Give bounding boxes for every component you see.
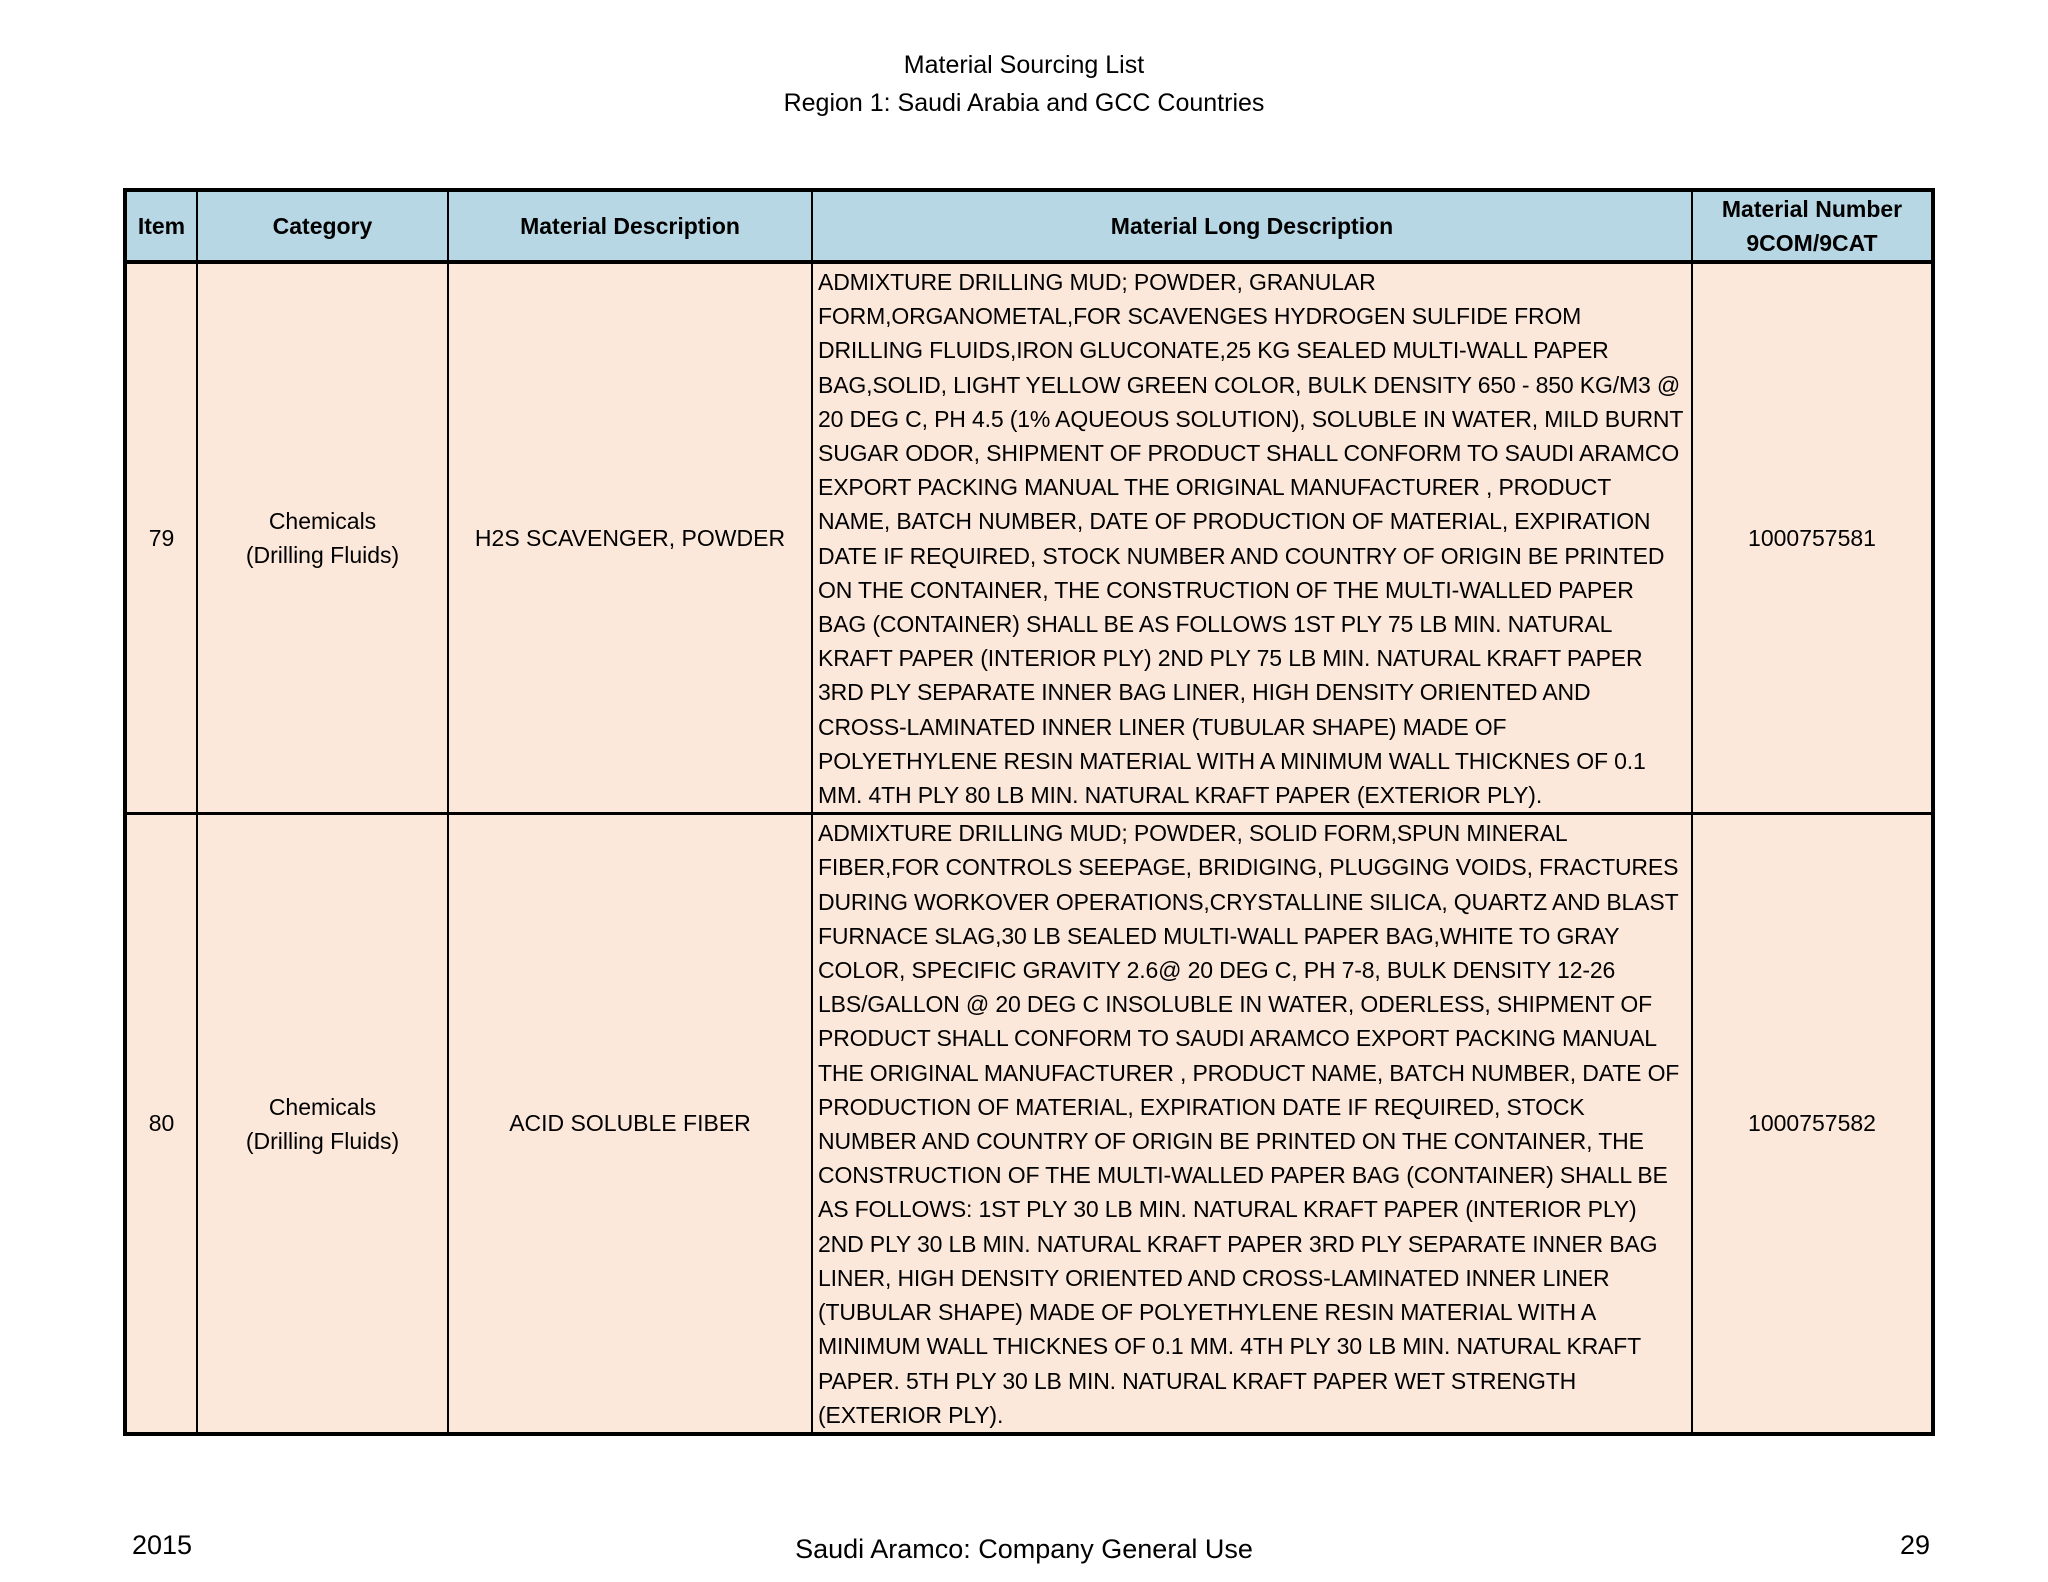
table-row [125, 262, 1933, 814]
column-header-long-description: Material Long Description [812, 190, 1692, 262]
column-header-material-number-line1: Material Number [1721, 196, 1903, 222]
description-cell: H2S SCAVENGER, POWDER [448, 262, 812, 814]
material-sourcing-table [123, 188, 1935, 1436]
item-cell: 80 [125, 814, 197, 1434]
item-cell: 79 [125, 262, 197, 814]
category-line1: Chemicals [268, 508, 377, 535]
material-number-cell: 1000757582 [1692, 814, 1933, 1434]
category-line2: (Drilling Fluids) [245, 1127, 400, 1154]
material-number-cell: 1000757581 [1692, 262, 1933, 814]
long-description-cell: ADMIXTURE DRILLING MUD; POWDER, SOLID FORM,SPUN MINERAL FIBER,FOR CONTROLS SEEPAGE, BRIDIGING, PLUGGING VOIDS, FRACTURES DURING WORKOVER OPERATIONS,CRYSTALLINE SILICA, QUARTZ AND BLAST FURNACE SLAG,30 LB SEALED MULTI-WALL PAPER BAG,WHITE TO GRAY COLOR, SPECIFIC GRAVITY 2.6@ 20 DEG C, PH 7-8, BULK DENSITY 12-26 LBS/GALLON @ 20 DEG C INSOLUBLE IN WATER, ODERLESS, SHIPMENT OF PRODUCT SHALL CONFORM TO SAUDI ARAMCO EXPORT PACKING MANUAL THE ORIGINAL MANUFACTURER , PRODUCT NAME, BATCH NUMBER, DATE OF PRODUCTION OF MATERIAL, EXPIRATION DATE IF REQUIRED, STOCK NUMBER AND COUNTRY OF ORIGIN BE PRINTED ON THE CONTAINER, THE CONSTRUCTION OF THE MULTI-WALLED PAPER BAG (CONTAINER) SHALL BE AS FOLLOWS: 1ST PLY 30 LB MIN. NATURAL KRAFT PAPER (INTERIOR PLY) 2ND PLY 30 LB MIN. NATURAL KRAFT PAPER 3RD PLY SEPARATE INNER BAG LINER, HIGH DENSITY ORIENTED AND CROSS-LAMINATED INNER LINER (TUBULAR SHAPE) MADE OF POLYETHYLENE RESIN MATERIAL WITH A MINIMUM WALL THICKNES OF 0.1 MM. 4TH PLY 30 LB MIN. NATURAL KRAFT PAPER. 5TH PLY 30 LB MIN. NATURAL KRAFT PAPER WET STRENGTH (EXTERIOR PLY). [812, 814, 1692, 1434]
category-cell [197, 262, 448, 814]
column-header-material-number [1692, 190, 1933, 262]
category-line1: Chemicals [268, 1093, 377, 1120]
table-header-row [125, 190, 1933, 262]
footer-page-number: 29 [1900, 1530, 1931, 1560]
footer-classification: Saudi Aramco: Company General Use [795, 1534, 1253, 1564]
page-subtitle: Region 1: Saudi Arabia and GCC Countries [783, 89, 1265, 117]
column-header-description: Material Description [448, 190, 812, 262]
column-header-category: Category [197, 190, 448, 262]
long-description-cell: ADMIXTURE DRILLING MUD; POWDER, GRANULAR FORM,ORGANOMETAL,FOR SCAVENGES HYDROGEN SULFIDE FROM DRILLING FLUIDS,IRON GLUCONATE,25 KG SEALED MULTI-WALL PAPER BAG,SOLID, LIGHT YELLOW GREEN COLOR, BULK DENSITY 650 - 850 KG/M3 @ 20 DEG C, PH 4.5 (1% AQUEOUS SOLUTION), SOLUBLE IN WATER, MILD BURNT SUGAR ODOR, SHIPMENT OF PRODUCT SHALL CONFORM TO SAUDI ARAMCO EXPORT PACKING MANUAL THE ORIGINAL MANUFACTURER , PRODUCT NAME, BATCH NUMBER, DATE OF PRODUCTION OF MATERIAL, EXPIRATION DATE IF REQUIRED, STOCK NUMBER AND COUNTRY OF ORIGIN BE PRINTED ON THE CONTAINER, THE CONSTRUCTION OF THE MULTI-WALLED PAPER BAG (CONTAINER) SHALL BE AS FOLLOWS 1ST PLY 75 LB MIN. NATURAL KRAFT PAPER (INTERIOR PLY) 2ND PLY 75 LB MIN. NATURAL KRAFT PAPER 3RD PLY SEPARATE INNER BAG LINER, HIGH DENSITY ORIENTED AND CROSS-LAMINATED INNER LINER (TUBULAR SHAPE) MADE OF POLYETHYLENE RESIN MATERIAL WITH A MINIMUM WALL THICKNES OF 0.1 MM. 4TH PLY 80 LB MIN. NATURAL KRAFT PAPER (EXTERIOR PLY). [812, 262, 1692, 814]
description-cell: ACID SOLUBLE FIBER [448, 814, 812, 1434]
column-header-item: Item [125, 190, 197, 262]
category-cell [197, 814, 448, 1434]
category-line2: (Drilling Fluids) [245, 542, 400, 569]
footer-year: 2015 [132, 1530, 193, 1560]
column-header-material-number-line2: 9COM/9CAT [1746, 230, 1878, 256]
page-title: Material Sourcing List [903, 51, 1145, 79]
table-row [125, 814, 1933, 1434]
